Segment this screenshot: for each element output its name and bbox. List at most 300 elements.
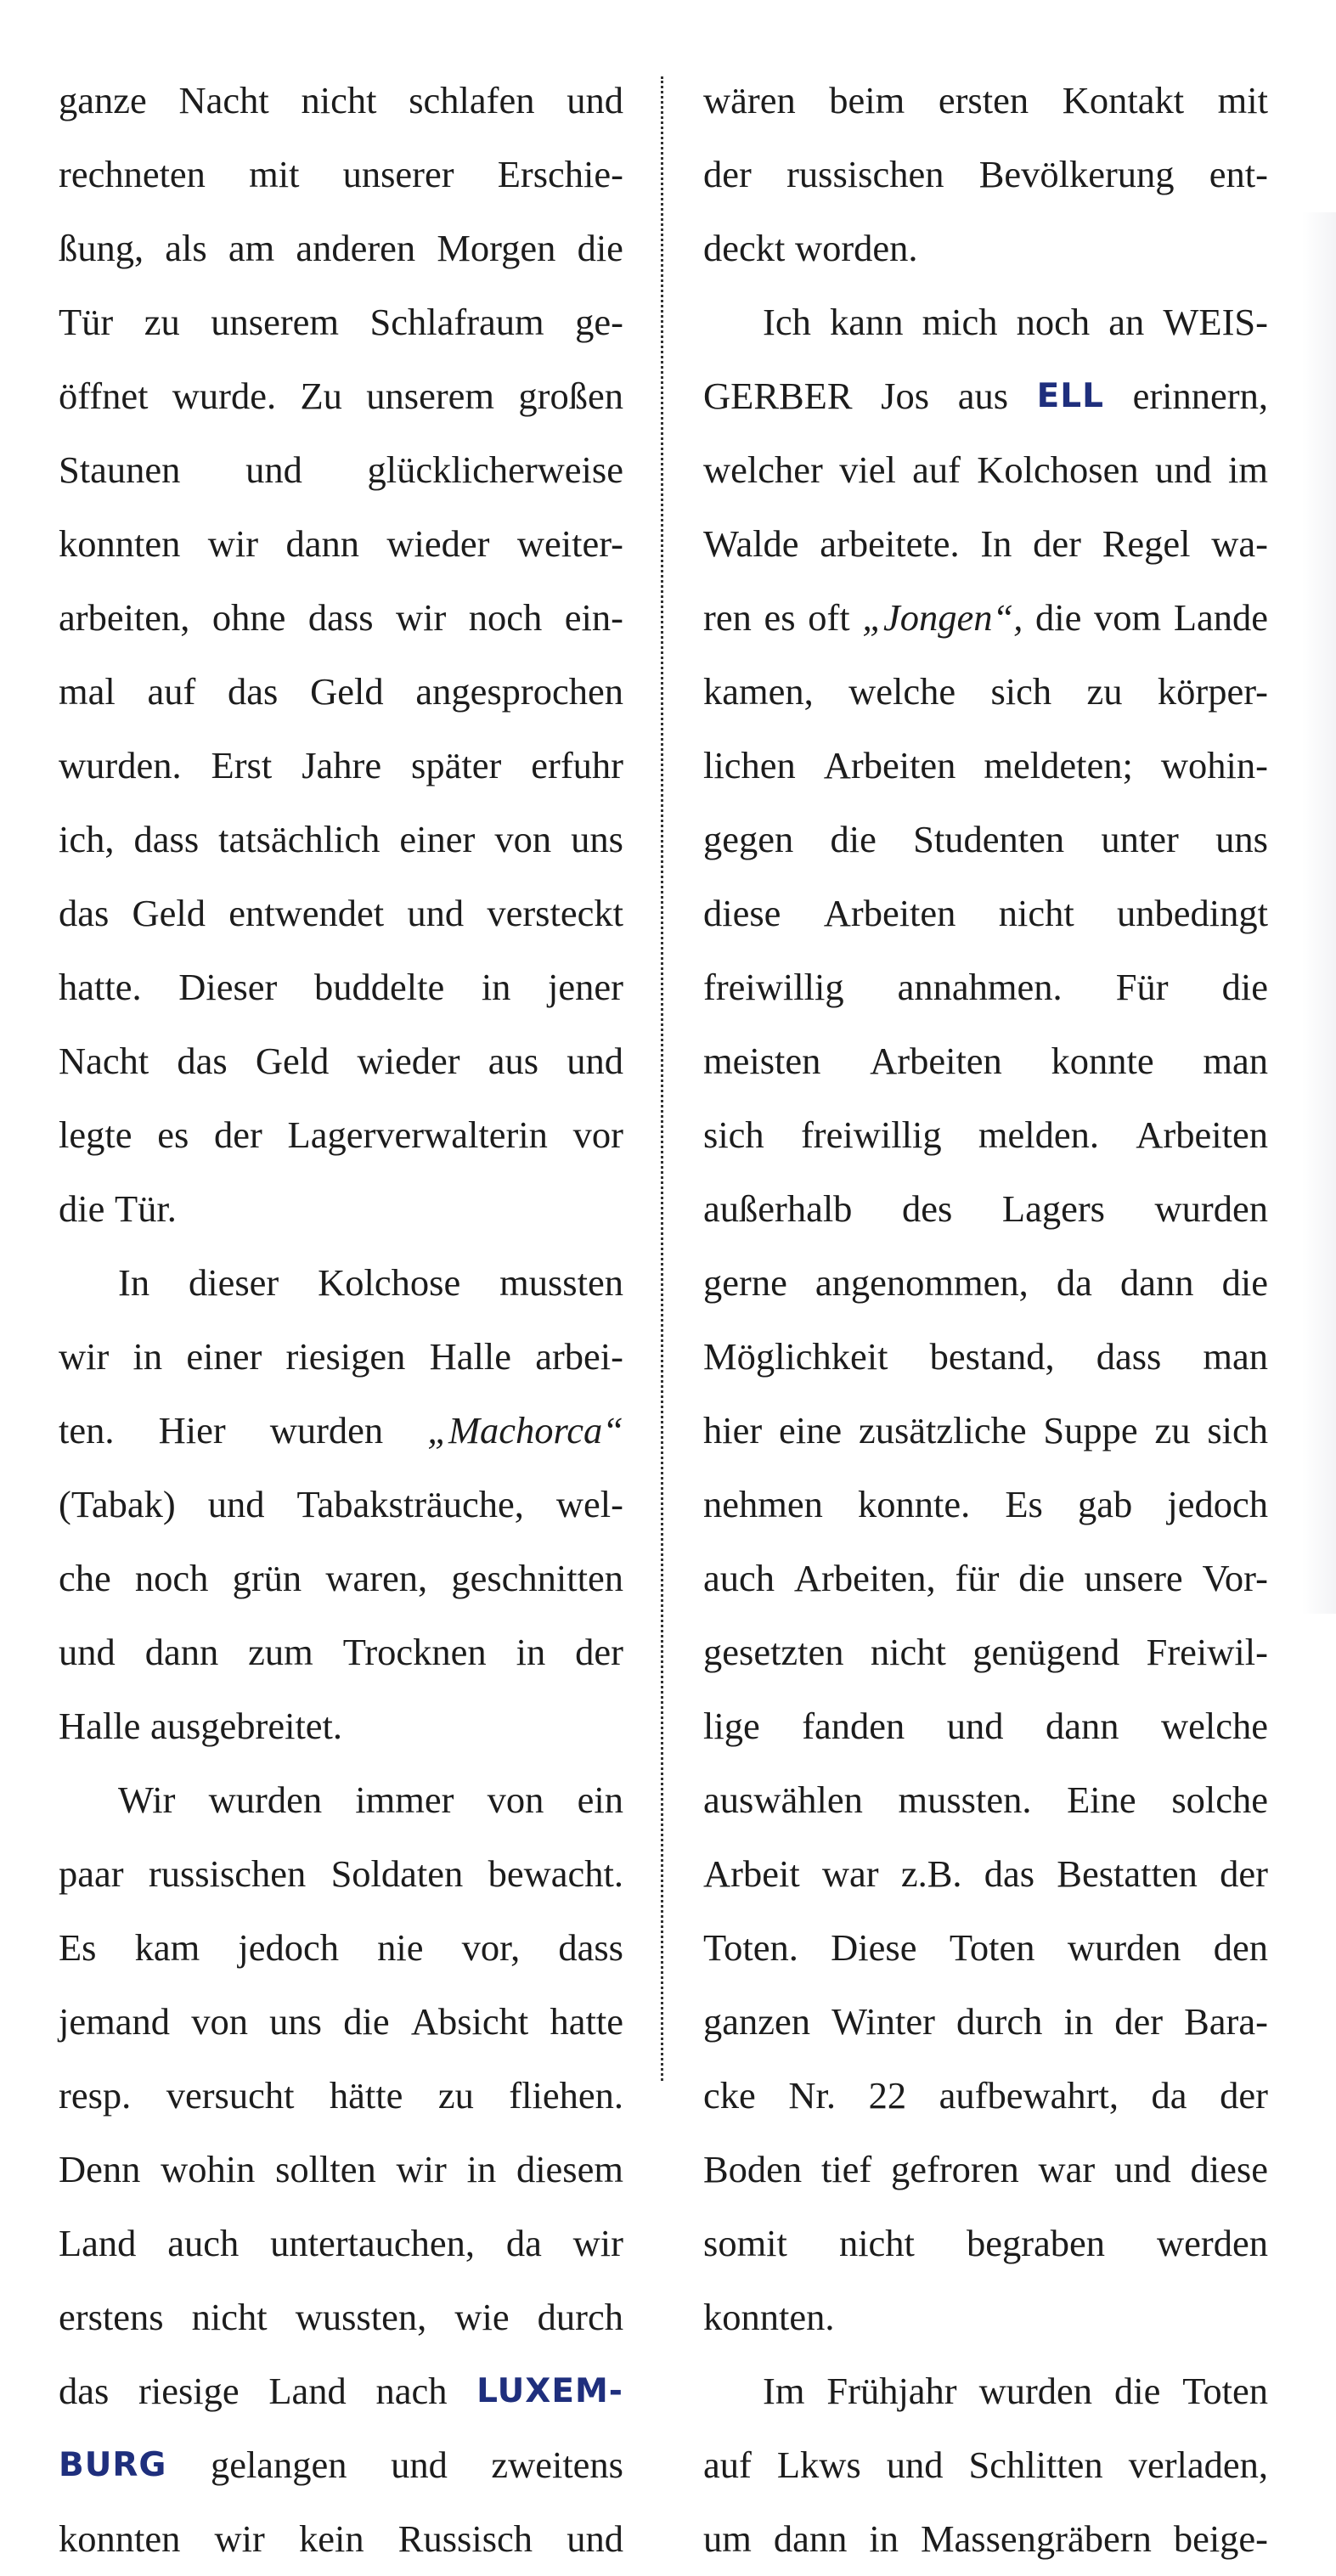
- place-name: BURG: [59, 2446, 167, 2484]
- word: uns: [269, 2000, 322, 2043]
- word: lichen: [703, 744, 796, 786]
- word: mussten: [499, 1261, 623, 1304]
- word: wurden.: [59, 744, 182, 786]
- word: GERBER: [703, 375, 853, 417]
- word: in: [1063, 2000, 1094, 2043]
- word: freiwillig: [703, 966, 844, 1008]
- word: uns: [571, 818, 623, 860]
- word: Kontakt: [1062, 79, 1185, 121]
- text-line: [703, 433, 1268, 507]
- word: und: [567, 79, 623, 121]
- word: und: [886, 2444, 944, 2486]
- word: ßung,: [59, 227, 144, 269]
- word: dass: [558, 1926, 623, 1969]
- text-line: [703, 2502, 1268, 2576]
- word: entwendet: [228, 892, 385, 934]
- word: grün: [232, 1557, 302, 1599]
- word: Hier: [158, 1409, 226, 1451]
- word: konnte.: [857, 1483, 971, 1525]
- word: dieser: [188, 1261, 279, 1304]
- text-line: [59, 1911, 623, 1985]
- word: dann: [773, 2517, 848, 2560]
- word: das: [59, 892, 110, 934]
- text-line: [59, 1246, 623, 1320]
- word: begraben: [966, 2222, 1106, 2264]
- word: riesigen: [285, 1335, 406, 1378]
- word: Ich: [763, 301, 811, 343]
- word: der: [703, 153, 752, 195]
- text-line: [703, 581, 1268, 655]
- text-line: [703, 803, 1268, 877]
- word: Land: [59, 2222, 137, 2264]
- word: waren,: [325, 1557, 428, 1599]
- word: Es: [59, 1926, 97, 1969]
- word: Geld: [132, 892, 206, 934]
- text-line: [59, 1172, 623, 1246]
- text-line: [59, 1320, 623, 1394]
- text-line: [59, 2502, 623, 2576]
- word: fliehen.: [509, 2074, 623, 2117]
- word: wurden: [269, 1409, 384, 1451]
- word: wel-: [555, 1483, 623, 1525]
- word: auch: [167, 2222, 240, 2264]
- word: glücklicherweise: [367, 448, 623, 491]
- word: wir: [59, 1335, 110, 1378]
- word: Erst: [211, 744, 273, 786]
- word: hätte: [329, 2074, 403, 2117]
- word: zum: [248, 1631, 313, 1673]
- word: eine: [779, 1409, 843, 1451]
- word: Lagers: [1001, 1187, 1105, 1230]
- word: deckt: [703, 227, 786, 269]
- word: Arbeiten,: [793, 1557, 936, 1599]
- word: hatte.: [59, 966, 142, 1008]
- text-line: [703, 211, 1268, 285]
- word: die: [1221, 966, 1268, 1008]
- word: wohin-: [1160, 744, 1268, 786]
- word: wa-: [1211, 522, 1268, 565]
- word: auf: [147, 670, 196, 713]
- word: die: [1035, 596, 1082, 639]
- word: in: [132, 1335, 163, 1378]
- word: und: [1114, 2148, 1171, 2190]
- word: Schlafraum: [369, 301, 544, 343]
- word: in: [481, 966, 511, 1008]
- word: von: [487, 1778, 544, 1821]
- text-line: [703, 138, 1268, 211]
- text-line: [59, 2354, 623, 2428]
- word: jener: [548, 966, 623, 1008]
- text-line: [59, 1098, 623, 1172]
- place-name: LUXEM-: [476, 2372, 623, 2410]
- word: die: [830, 818, 877, 860]
- word: untertauchen,: [270, 2222, 476, 2264]
- word: versucht: [166, 2074, 295, 2117]
- word: paar: [59, 1852, 124, 1895]
- word: werden: [1157, 2222, 1268, 2264]
- word: später: [411, 744, 502, 786]
- word: gelangen: [210, 2444, 347, 2486]
- word: wir: [207, 522, 259, 565]
- word: wären: [703, 79, 796, 121]
- word: unserem: [211, 301, 340, 343]
- text-line: [703, 1689, 1268, 1763]
- word: Diese: [831, 1926, 917, 1969]
- word: in: [466, 2148, 497, 2190]
- word: wurden: [978, 2370, 1093, 2412]
- word: ganzen: [703, 2000, 811, 2043]
- word: aus: [488, 1040, 539, 1082]
- word: bewacht.: [488, 1852, 623, 1895]
- word: es: [157, 1113, 189, 1156]
- word: genügend: [972, 1631, 1120, 1673]
- word: sollten: [275, 2148, 376, 2190]
- word: kam: [134, 1926, 200, 1969]
- word: durch: [956, 2000, 1043, 2043]
- word: das: [228, 670, 279, 713]
- text-line: [59, 1615, 623, 1689]
- word: Toten.: [703, 1926, 798, 1969]
- word: somit: [703, 2222, 787, 2264]
- word: Morgen: [437, 227, 556, 269]
- text-line: [59, 877, 623, 950]
- word: das: [177, 1040, 228, 1082]
- word: Lkws: [776, 2444, 861, 2486]
- word: erstens: [59, 2296, 164, 2338]
- text-line: [703, 1837, 1268, 1911]
- text-line: [59, 655, 623, 729]
- word: in: [516, 1631, 546, 1673]
- word: nach: [375, 2370, 448, 2412]
- word: Arbeiten: [1136, 1113, 1268, 1156]
- word: Nr.: [788, 2074, 836, 2117]
- word: anderen: [296, 227, 416, 269]
- word: riesige: [138, 2370, 240, 2412]
- word: ein: [577, 1778, 623, 1821]
- word: Halle: [429, 1335, 512, 1378]
- word: Bestatten: [1057, 1852, 1198, 1895]
- word: In: [980, 522, 1012, 565]
- word: jedoch: [238, 1926, 339, 1969]
- word: worden.: [794, 227, 918, 269]
- word: den: [1213, 1926, 1268, 1969]
- word: Toten: [949, 1926, 1035, 1969]
- word: auswählen: [703, 1778, 863, 1821]
- word: Jahre: [302, 744, 382, 786]
- word: die: [59, 1187, 105, 1230]
- page-edge-shading: [1302, 212, 1336, 1614]
- word: Kolchose: [318, 1261, 461, 1304]
- text-line: [703, 2133, 1268, 2207]
- word: wir: [396, 2148, 447, 2190]
- word: zu: [437, 2074, 474, 2117]
- word: Walde: [703, 522, 799, 565]
- word: erinnern,: [1132, 375, 1268, 417]
- word: arbei-: [535, 1335, 623, 1378]
- word: und: [567, 1040, 623, 1082]
- word: dann: [144, 1631, 219, 1673]
- text-line: [703, 64, 1268, 138]
- word: Russisch: [397, 2517, 533, 2560]
- word: mit: [1217, 79, 1268, 121]
- word: Möglichkeit: [703, 1335, 888, 1378]
- word: mussten.: [898, 1778, 1032, 1821]
- word: öffnet: [59, 375, 149, 417]
- text-line: [703, 507, 1268, 581]
- word: Lande: [1173, 596, 1268, 639]
- word: ersten: [938, 79, 1029, 121]
- text-line: [703, 1246, 1268, 1320]
- word: wir: [214, 2517, 265, 2560]
- text-line: [703, 877, 1268, 950]
- word: der: [1220, 2074, 1268, 2117]
- word: sich: [1207, 1409, 1268, 1451]
- word: war: [821, 1852, 879, 1895]
- word: unsere: [1084, 1557, 1183, 1599]
- word: Wir: [118, 1778, 176, 1821]
- word: annahmen.: [897, 966, 1063, 1008]
- word: es: [764, 596, 796, 639]
- column-divider: [661, 76, 663, 2081]
- text-line: [59, 138, 623, 211]
- word: nicht: [870, 1631, 946, 1673]
- text-line: [59, 211, 623, 285]
- word: dass: [1096, 1335, 1162, 1378]
- word: des: [902, 1187, 953, 1230]
- word: tatsächlich: [218, 818, 381, 860]
- text-line: [59, 507, 623, 581]
- word: ausgebreitet.: [149, 1705, 343, 1747]
- word: weiter-: [516, 522, 623, 565]
- word: Zu: [300, 375, 342, 417]
- word: die: [577, 227, 623, 269]
- word: z.B.: [900, 1852, 962, 1895]
- word: noch: [134, 1557, 209, 1599]
- word: fanden: [802, 1705, 905, 1747]
- word: war: [1038, 2148, 1096, 2190]
- word: (Tabak): [59, 1483, 176, 1525]
- word: Für: [1115, 966, 1169, 1008]
- word: Erschie-: [497, 153, 623, 195]
- word: Arbeit: [703, 1852, 800, 1895]
- word: an: [1108, 301, 1145, 343]
- word: unter: [1101, 818, 1179, 860]
- word: jedoch: [1167, 1483, 1268, 1525]
- word: und: [391, 2444, 448, 2486]
- word: viel: [839, 448, 896, 491]
- word: arbeiten,: [59, 596, 190, 639]
- text-line: [703, 1394, 1268, 1468]
- word: vor: [572, 1113, 623, 1156]
- word: ohne: [211, 596, 286, 639]
- word: für: [955, 1557, 1000, 1599]
- place-name: ELL: [1036, 377, 1104, 415]
- text-line: [703, 1985, 1268, 2059]
- word: ge-: [575, 301, 623, 343]
- word: nie: [377, 1926, 424, 1969]
- text-line: [703, 729, 1268, 803]
- text-line: [59, 2280, 623, 2354]
- text-line: [703, 1320, 1268, 1394]
- word: Regel: [1102, 522, 1191, 565]
- word: das: [984, 1852, 1035, 1895]
- word: Tür: [59, 301, 114, 343]
- word: Kolchosen: [977, 448, 1139, 491]
- word: resp.: [59, 2074, 132, 2117]
- word: Dieser: [178, 966, 278, 1008]
- text-line: [59, 1394, 623, 1468]
- word: auf: [703, 2444, 752, 2486]
- word: ich,: [59, 818, 115, 860]
- text-line: [59, 64, 623, 138]
- word: Arbeiten: [823, 892, 956, 934]
- word: einer: [399, 818, 476, 860]
- text-line: [703, 2207, 1268, 2280]
- word: Soldaten: [330, 1852, 464, 1895]
- text-line: [59, 729, 623, 803]
- text-line: [59, 2428, 623, 2502]
- text-line: [59, 1024, 623, 1098]
- word: schlafen: [409, 79, 535, 121]
- word: um: [703, 2517, 752, 2560]
- word: der: [214, 1113, 262, 1156]
- word: Nacht: [178, 79, 269, 121]
- word: sich: [703, 1113, 764, 1156]
- word: arbeitete.: [820, 522, 960, 565]
- word: Arbeiten: [823, 744, 956, 786]
- word: nicht: [838, 2222, 915, 2264]
- word: jemand: [59, 2000, 170, 2043]
- text-line: [703, 1024, 1268, 1098]
- word: Tür.: [114, 1187, 177, 1230]
- word: wir: [396, 596, 447, 639]
- text-line: [59, 803, 623, 877]
- word: aufbewahrt,: [939, 2074, 1119, 2117]
- word: und: [946, 1705, 1004, 1747]
- word: hatte: [550, 2000, 623, 2043]
- text-line: [59, 285, 623, 359]
- word: freiwillig: [800, 1113, 942, 1156]
- word: solche: [1171, 1778, 1268, 1821]
- word: ein-: [564, 596, 623, 639]
- word: die: [343, 2000, 390, 2043]
- word: der: [1220, 1852, 1268, 1895]
- word: Nacht: [59, 1040, 149, 1082]
- word: gerne: [703, 1261, 787, 1304]
- word: tief: [820, 2148, 872, 2190]
- word: kein: [299, 2517, 364, 2560]
- word: wir: [572, 2222, 623, 2264]
- word: wie: [454, 2296, 510, 2338]
- word: sich: [990, 670, 1052, 713]
- word: wussten,: [295, 2296, 427, 2338]
- word: nicht: [191, 2296, 268, 2338]
- text-line: [59, 1468, 623, 1542]
- word: und: [1154, 448, 1212, 491]
- word: aus: [957, 375, 1009, 417]
- word: beige-: [1173, 2517, 1268, 2560]
- word: die: [1113, 2370, 1161, 2412]
- word: Halle: [59, 1705, 141, 1747]
- word: vom: [1094, 596, 1162, 639]
- word: nicht: [301, 79, 377, 121]
- word: Schlitten: [968, 2444, 1103, 2486]
- word: russischen: [786, 153, 944, 195]
- text-line: [703, 285, 1268, 359]
- word: wieder: [357, 1040, 460, 1082]
- word: konnte: [1051, 1040, 1154, 1082]
- word: dann: [285, 522, 359, 565]
- word: dass: [307, 596, 374, 639]
- text-line: [59, 950, 623, 1024]
- word: Bevölkerung: [978, 153, 1175, 195]
- text-line: [703, 1911, 1268, 1985]
- word: mich: [922, 301, 998, 343]
- word: außerhalb: [703, 1187, 853, 1230]
- word: noch: [468, 596, 543, 639]
- text-line: [703, 1542, 1268, 1615]
- word: zweitens: [491, 2444, 623, 2486]
- text-line: [59, 581, 623, 655]
- word: ganze: [59, 79, 147, 121]
- word: die: [1221, 1261, 1268, 1304]
- word: durch: [537, 2296, 623, 2338]
- word: angesprochen: [415, 670, 623, 713]
- text-line: [59, 1689, 623, 1763]
- word: uns: [1215, 818, 1268, 860]
- word: rechneten: [59, 153, 206, 195]
- word: Absicht: [410, 2000, 529, 2043]
- word: zu: [1086, 670, 1123, 713]
- word: bestand,: [929, 1335, 1055, 1378]
- word: konnten: [59, 2517, 181, 2560]
- word: als: [165, 227, 207, 269]
- text-line: [703, 2059, 1268, 2133]
- word: gefroren: [891, 2148, 1019, 2190]
- word: am: [228, 227, 275, 269]
- word: da: [505, 2222, 542, 2264]
- word: der: [1114, 2000, 1164, 2043]
- word: „Machorca“: [427, 1409, 623, 1451]
- word: da: [1151, 2074, 1187, 2117]
- word: das: [59, 2370, 110, 2412]
- word: zu: [1154, 1409, 1191, 1451]
- word: wohin: [161, 2148, 256, 2190]
- word: dass: [133, 818, 200, 860]
- word: der: [1033, 522, 1081, 565]
- word: dann: [1119, 1261, 1194, 1304]
- word: immer: [355, 1778, 454, 1821]
- word: buddelte: [313, 966, 445, 1008]
- word: unserem: [366, 375, 495, 417]
- word: erfuhr: [531, 744, 623, 786]
- word: konnten: [59, 522, 181, 565]
- word: Es: [1005, 1483, 1043, 1525]
- word: ren: [703, 596, 752, 639]
- word: Studenten: [913, 818, 1065, 860]
- text-line: [59, 2207, 623, 2280]
- word: körper-: [1157, 670, 1268, 713]
- word: diese: [1190, 2148, 1268, 2190]
- word: und: [407, 892, 465, 934]
- word: Geld: [310, 670, 384, 713]
- word: Im: [763, 2370, 805, 2412]
- word: unbedingt: [1117, 892, 1268, 934]
- text-line: [703, 2428, 1268, 2502]
- word: Frühjahr: [826, 2370, 957, 2412]
- word: russischen: [148, 1852, 307, 1895]
- word: gab: [1077, 1483, 1133, 1525]
